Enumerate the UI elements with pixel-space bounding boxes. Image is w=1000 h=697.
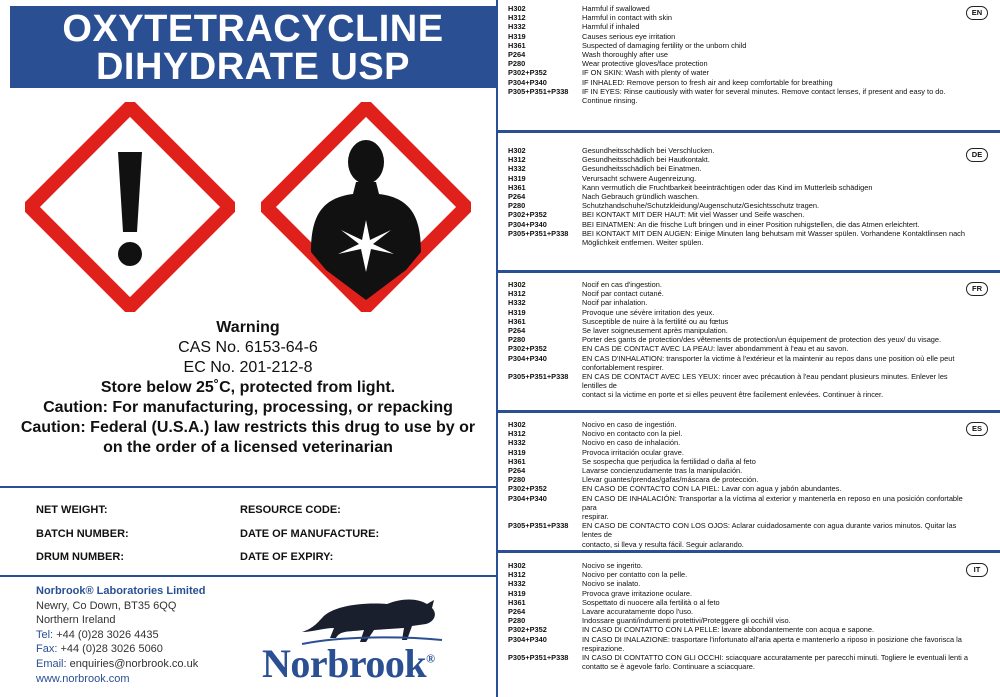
statement-text: IF ON SKIN: Wash with plenty of water	[582, 68, 710, 78]
statement-text: Lavare accuratamente dopo l'uso.	[582, 607, 694, 617]
statement-code: H302	[508, 4, 526, 13]
statement-text: Nocivo per contatto con la pelle.	[582, 570, 688, 580]
statement-text: Wash thoroughly after use	[582, 50, 668, 60]
statement-code: H302	[508, 561, 526, 570]
statement-text: Sospettato di nuocere alla fertilità o al feto	[582, 597, 720, 607]
statement-code: P280	[508, 335, 526, 345]
language-badge: DE	[966, 148, 988, 162]
language-badge: EN	[966, 6, 988, 20]
statement-text: Indossare guanti/indumenti protettivi/Proteggere gli occhi/il viso.	[582, 616, 791, 626]
telephone: Tel: +44 (0)28 3026 4435	[36, 628, 159, 641]
statement-row	[500, 420, 1000, 429]
statement-row	[500, 13, 1000, 22]
statement-row	[500, 438, 1000, 447]
statement-code: P264	[508, 192, 526, 202]
company-address-block	[36, 584, 205, 686]
statement-row	[500, 448, 1000, 457]
statement-row	[500, 598, 1000, 607]
statement-code: P302+P352	[508, 344, 547, 354]
statement-row	[500, 570, 1000, 579]
statement-code: P305+P351+P338	[508, 521, 569, 531]
statement-code: H319	[508, 173, 526, 183]
statement-code	[500, 662, 582, 671]
section-divider	[498, 270, 1000, 273]
statement-row	[500, 4, 1000, 13]
statement-row	[500, 484, 1000, 493]
statement-text: contact si la victime en porte et si elles peuvent être facilement enlevées. Continuer à rincer.	[582, 390, 884, 400]
statement-text: contacto, si lleva y resulta fácil. Seguir aclarando.	[582, 539, 744, 549]
statement-code: H319	[508, 447, 526, 457]
statement-code: P304+P340	[508, 634, 547, 644]
bull-logo-icon	[262, 588, 472, 648]
statement-row	[500, 229, 1000, 238]
language-section-en	[500, 4, 1000, 105]
email: Email: enquiries@norbrook.co.uk	[36, 657, 199, 670]
statement-row	[500, 146, 1000, 155]
statement-code: P264	[508, 466, 526, 476]
statement-text: Kann vermutlich die Fruchtbarkeit beeinträchtigen oder das Kind im Mutterleib schädigen	[582, 182, 873, 192]
date-of-expiry-label: DATE OF EXPIRY:	[240, 551, 334, 563]
cas-number: CAS No. 6153-64-6	[178, 339, 318, 356]
statement-row	[500, 78, 1000, 87]
statement-code: P304+P340	[508, 77, 547, 87]
statement-row	[500, 429, 1000, 438]
statement-row	[500, 174, 1000, 183]
statement-row	[500, 326, 1000, 335]
statement-row	[500, 68, 1000, 77]
statement-row	[500, 653, 1000, 662]
statement-text: Provoca irritación ocular grave.	[582, 447, 684, 457]
statement-text: Nocivo en caso de inhalación.	[582, 438, 681, 448]
statement-text: Nocivo en contacto con la piel.	[582, 429, 683, 439]
statement-code: P305+P351+P338	[508, 86, 569, 96]
statement-text: Porter des gants de protection/des vêtements de protection/un équipement de protection des yeux/ du visage.	[582, 335, 942, 345]
statement-text: EN CAS D'INHALATION: transporter la victime à l'extérieur et la maintenir au repos dans une position où elle peut	[582, 353, 955, 363]
statement-text: BEI KONTAKT MIT DEN AUGEN: Einige Minuten lang behutsam mit Wasser spülen. Vorhandene Kontaktlinsen nach	[582, 228, 965, 238]
statement-text: Schutzhandschuhe/Schutzkleidung/Augenschutz/Gesichtsschutz tragen.	[582, 201, 820, 211]
statement-row	[500, 50, 1000, 59]
statement-row	[500, 372, 1000, 390]
statement-code: P280	[508, 616, 526, 626]
statement-row	[500, 238, 1000, 247]
statement-row	[500, 87, 1000, 96]
statement-text: confortablement respirer.	[582, 362, 664, 372]
statement-code: H361	[508, 182, 526, 192]
statement-row	[500, 155, 1000, 164]
statement-row	[500, 635, 1000, 653]
statement-row	[500, 335, 1000, 344]
statement-code: H332	[508, 298, 526, 308]
statement-row	[500, 59, 1000, 68]
statement-row	[500, 390, 1000, 399]
statement-text: Nocif par inhalation.	[582, 298, 648, 308]
statement-code: H361	[508, 597, 526, 607]
statement-code: H332	[508, 438, 526, 448]
statement-row	[500, 475, 1000, 484]
statement-row	[500, 317, 1000, 326]
health-hazard-icon	[261, 102, 471, 312]
statement-row	[500, 280, 1000, 289]
statement-code: P305+P351+P338	[508, 372, 569, 382]
statement-text: EN CASO DE CONTACTO CON LA PIEL: Lavar con agua y jabón abundantes.	[582, 484, 842, 494]
statement-row	[500, 164, 1000, 173]
statement-code: P264	[508, 607, 526, 617]
statement-row	[500, 625, 1000, 634]
statement-row	[500, 22, 1000, 31]
statement-code: H332	[508, 22, 526, 32]
statement-code: P280	[508, 59, 526, 69]
product-title-line1: OXYTETRACYCLINE	[62, 8, 444, 50]
statement-row	[500, 363, 1000, 372]
statement-text: contatto se è agevole farlo. Continuare a sciacquare.	[582, 662, 755, 672]
statement-row	[500, 96, 1000, 105]
statement-code	[500, 363, 582, 372]
signal-word: Warning	[216, 319, 280, 336]
statement-text: Harmful if swallowed	[582, 4, 650, 13]
website: www.norbrook.com	[36, 672, 130, 685]
statement-code: H319	[508, 307, 526, 317]
section-divider	[498, 130, 1000, 133]
statement-code: H302	[508, 280, 526, 289]
statement-text: IF INHALED: Remove person to fresh air and keep comfortable for breathing	[582, 77, 833, 87]
address-line1: Newry, Co Down, BT35 6QQ	[36, 599, 177, 612]
statement-code: H361	[508, 456, 526, 466]
statement-row	[500, 540, 1000, 549]
statement-code: P304+P340	[508, 493, 547, 503]
address-line2: Northern Ireland	[36, 614, 116, 627]
statement-code: P302+P352	[508, 210, 547, 220]
statement-text: Susceptible de nuire à la fertilité ou au fœtus	[582, 316, 729, 326]
statement-code: P302+P352	[508, 625, 547, 635]
statement-code: P264	[508, 326, 526, 336]
statement-row	[500, 308, 1000, 317]
statement-row	[500, 457, 1000, 466]
product-info-block	[0, 318, 496, 458]
batch-number-label: BATCH NUMBER:	[36, 528, 129, 540]
statement-text: Gesundheitsschädlich bei Einatmen.	[582, 164, 702, 174]
statement-code: P302+P352	[508, 68, 547, 78]
ec-number: EC No. 201-212-8	[183, 359, 313, 376]
divider	[0, 575, 496, 577]
statement-code: H302	[508, 146, 526, 155]
caution-manufacturing: Caution: For manufacturing, processing, or repacking	[43, 399, 453, 416]
statement-code: P304+P340	[508, 219, 547, 229]
storage-instruction: Store below 25˚C, protected from light.	[100, 379, 396, 396]
statement-row	[500, 32, 1000, 41]
statement-code: P280	[508, 475, 526, 485]
statement-code	[500, 238, 582, 247]
language-section-es	[500, 420, 1000, 549]
product-title-band	[10, 6, 496, 88]
statement-row	[500, 183, 1000, 192]
statement-text: Möglichkeit entfernen. Weiter spülen.	[582, 238, 704, 248]
statement-code: P280	[508, 201, 526, 211]
statement-row	[500, 589, 1000, 598]
statement-code	[500, 96, 582, 105]
statement-code: P264	[508, 50, 526, 60]
language-badge: IT	[966, 563, 988, 577]
statement-code	[500, 390, 582, 399]
statement-text: Provoque une sévère irritation des yeux.	[582, 307, 715, 317]
statement-text: EN CAS DE CONTACT AVEC LES YEUX: rincer avec précaution à l'eau pendant plusieurs minutes. Enlever les lentilles de	[582, 372, 948, 391]
statement-text: Nocif en cas d'ingestion.	[582, 280, 662, 289]
statement-text: EN CASO DE INHALACIÓN: Transportar a la víctima al exterior y mantenerla en reposo en una posición confortable para	[582, 493, 963, 512]
statement-text: Llevar guantes/prendas/gafas/máscara de protección.	[582, 475, 759, 485]
statement-row	[500, 201, 1000, 210]
statement-code: H332	[508, 164, 526, 174]
statement-text: Verursacht schwere Augenreizung.	[582, 173, 697, 183]
statement-text: Gesundheitsschädlich bei Verschlucken.	[582, 146, 715, 155]
statement-row	[500, 494, 1000, 512]
statement-text: BEI KONTAKT MIT DER HAUT: Mit viel Wasser und Seife waschen.	[582, 210, 805, 220]
statement-text: Causes serious eye irritation	[582, 31, 676, 41]
statement-row	[500, 512, 1000, 521]
statement-text: IF IN EYES: Rinse cautiously with water for several minutes. Remove contact lenses, if present and easy to do.	[582, 86, 946, 96]
norbrook-logo-text: Norbrook®	[262, 641, 435, 686]
statement-text: Nach Gebrauch gründlich waschen.	[582, 192, 700, 202]
statement-code	[500, 512, 582, 521]
fax: Fax: +44 (0)28 3026 5060	[36, 643, 163, 656]
statement-code: H332	[508, 579, 526, 589]
drum-number-label: DRUM NUMBER:	[36, 551, 124, 563]
statement-text: BEI EINATMEN: An die frische Luft bringen und in einer Position ruhigstellen, die das Atmen erleichtert.	[582, 219, 920, 229]
statement-row	[500, 289, 1000, 298]
statement-code: H312	[508, 429, 526, 439]
statement-row	[500, 616, 1000, 625]
product-title-line2: DIHYDRATE USP	[95, 46, 411, 88]
statement-row	[500, 662, 1000, 671]
section-divider	[498, 410, 1000, 413]
statement-row	[500, 210, 1000, 219]
statement-text: IN CASO DI INALAZIONE: trasportare l'infortunato all'aria aperta e mantenerlo a riposo in posizione che favorisca la respirazione.	[582, 634, 962, 653]
statement-text: Nocivo en caso de ingestión.	[582, 420, 677, 429]
divider	[0, 486, 496, 488]
hazard-statements-panel	[496, 0, 1000, 697]
statement-text: EN CAS DE CONTACT AVEC LA PEAU: laver abondamment à l'eau et au savon.	[582, 344, 849, 354]
statement-row	[500, 579, 1000, 588]
statement-row	[500, 220, 1000, 229]
statement-text: Provoca grave irritazione oculare.	[582, 588, 693, 598]
statement-text: Harmful in contact with skin	[582, 13, 672, 23]
date-of-manufacture-label: DATE OF MANUFACTURE:	[240, 528, 380, 540]
language-badge: ES	[966, 422, 988, 436]
company-name: Norbrook® Laboratories Limited	[36, 585, 206, 597]
statement-row	[500, 344, 1000, 353]
statement-text: Nocif par contact cutané.	[582, 289, 664, 299]
statement-text: Harmful if inhaled	[582, 22, 640, 32]
statement-row	[500, 298, 1000, 307]
label-left-panel	[0, 0, 496, 697]
statement-code: H361	[508, 40, 526, 50]
statement-code: H302	[508, 420, 526, 429]
statement-code: H312	[508, 570, 526, 580]
statement-text: Se laver soigneusement après manipulation.	[582, 326, 728, 336]
statement-code	[500, 540, 582, 549]
statement-row	[500, 466, 1000, 475]
statement-text: Nocivo se inalato.	[582, 579, 641, 589]
statement-text: Gesundheitsschädlich bei Hautkontakt.	[582, 155, 710, 165]
language-section-fr	[500, 280, 1000, 400]
statement-code: H319	[508, 588, 526, 598]
statement-code: P305+P351+P338	[508, 653, 569, 663]
resource-code-label: RESOURCE CODE:	[240, 504, 341, 516]
statement-text: Continue rinsing.	[582, 96, 638, 106]
statement-text: Se sospecha que perjudica la fertilidad o daña al feto	[582, 456, 756, 466]
language-badge: FR	[966, 282, 988, 296]
statement-row	[500, 561, 1000, 570]
statement-text: Nocivo se ingerito.	[582, 561, 643, 570]
caution-federal-line1: Caution: Federal (U.S.A.) law restricts this drug to use by or	[20, 419, 476, 436]
statement-row	[500, 607, 1000, 616]
statement-code: H312	[508, 155, 526, 165]
statement-text: EN CASO DE CONTACTO CON LOS OJOS: Aclarar cuidadosamente con agua durante varios minutos. Quitar las lentes de	[582, 521, 957, 540]
statement-text: respirar.	[582, 512, 609, 522]
statement-text: IN CASO DI CONTATTO CON GLI OCCHI: sciacquare accuratamente per parecchi minuti. Togliere le eventuali lenti a	[582, 653, 968, 663]
statement-code: H312	[508, 13, 526, 23]
statement-text: Suspected of damaging fertility or the unborn child	[582, 40, 747, 50]
statement-code: P305+P351+P338	[508, 228, 569, 238]
statement-code: H319	[508, 31, 526, 41]
statement-row	[500, 41, 1000, 50]
caution-federal-line2: on the order of a licensed veterinarian	[103, 439, 393, 456]
statement-text: IN CASO DI CONTATTO CON LA PELLE: lavare abbondantemente con acqua e sapone.	[582, 625, 875, 635]
statement-row	[500, 521, 1000, 539]
net-weight-label: NET WEIGHT:	[36, 504, 108, 516]
statement-code: P304+P340	[508, 353, 547, 363]
section-divider	[498, 550, 1000, 553]
statement-text: Lavarse concienzudamente tras la manipulación.	[582, 466, 743, 476]
statement-code: H361	[508, 316, 526, 326]
statement-code: P302+P352	[508, 484, 547, 494]
exclamation-mark-icon	[25, 102, 235, 312]
language-section-it	[500, 561, 1000, 671]
language-section-de	[500, 146, 1000, 247]
statement-code: H312	[508, 289, 526, 299]
statement-row	[500, 354, 1000, 363]
statement-text: Wear protective gloves/face protection	[582, 59, 708, 69]
statement-row	[500, 192, 1000, 201]
